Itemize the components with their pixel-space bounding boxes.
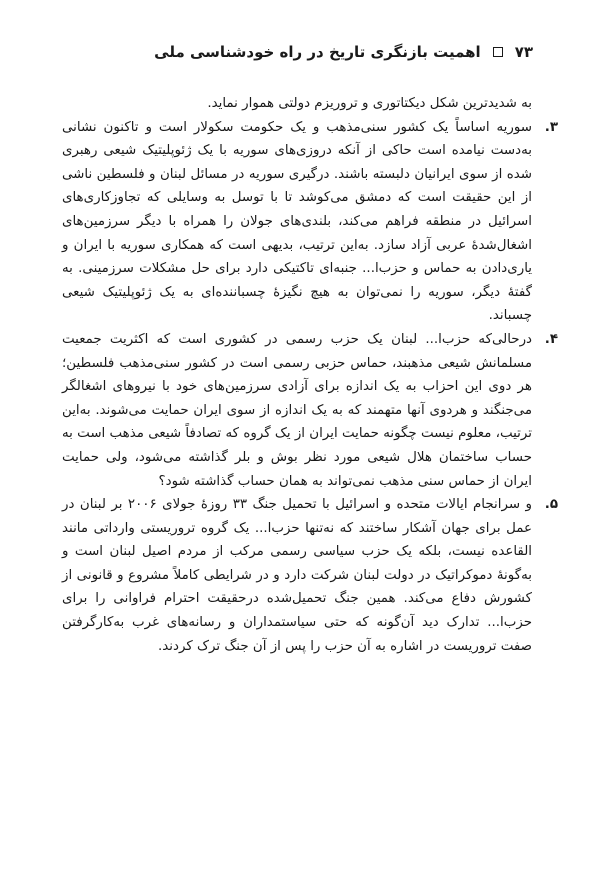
page-number: ۷۳ [514,43,533,61]
running-header [60,40,533,64]
body-text [62,92,558,658]
item-text: درحالی‌که حزب‌ا... لبنان یک حزب رسمی در کشوری است که اکثریت جمعیت مسلمانش شیعی مذهبند، حماس حزبی رسمی است در کشور سنی‌مذهب فلسطین؛ هر دوی این احزاب به یک اندازه برای آزادی سرزمین‌های خود با نیروهای اشغالگر می‌جنگند و هردوی آنها متهمند که به یک اندازه از سوی ایران حمایت می‌شوند. به‌این ترتیب، معلوم نیست چگونه حمایت ایران از یک گروه که تصادفاً شیعی مذهب است به حساب ساختمان هلال شیعی مورد نظر بوش و بلر گذاشته می‌شود، ولی حمایت ایران از حماس سنی مذهب نمی‌تواند به همان حساب گذاشته شود؟ [62,331,532,489]
running-header-title: اهمیت بازنگری تاریخ در راه خودشناسی ملی [154,43,481,61]
continuation-paragraph: به شدیدترین شکل دیکتاتوری و تروریزم دولتی هموار نماید. [207,96,532,111]
numbered-item-4 [62,328,558,493]
item-text: سوریه اساساً یک کشور سنی‌مذهب و یک حکومت سکولار است و تاکنون نشانی به‌دست نیامده است حاکی از آنکه دروزی‌های سوریه با یک ژئوپلیتیک شیعی رهبری شده از سوی ایرانیان دلبسته باشند. درگیری سوریه در مسائل لبنان و فلسطین ناشی از این حقیقت است که دمشق می‌کوشد تا با توسل به وسایلی که تجاوزکاری‌های اسرائیل در منطقه فراهم می‌کند، بلندی‌های جولان را همراه با دیگر سرزمین‌های اشغال‌شدهٔ عربی آزاد سازد. به‌این ترتیب، بدیهی است که همکاری سوریه با ایران و یاری‌دادن به حماس و حزب‌ا... جنبه‌ای تاکتیکی دارد برای حل مشکلات سرزمینی. به گفتهٔ دیگر، سوریه را نمی‌توان به هیچ نگیزهٔ چسباننده‌ای به یک ژئوپلیتیک شیعی چسباند. [62,119,532,324]
item-text: و سرانجام ایالات متحده و اسرائیل با تحمیل جنگ ۳۳ روزهٔ جولای ۲۰۰۶ بر لبنان در عمل برای جهان آشکار ساختند که نه‌تنها حزب‌ا... یک گروه تروریستی وارداتی مانند القاعده نیست، بلکه یک حزب سیاسی رسمی مرکب از مردم اصیل لبنان است و به‌گونهٔ دموکراتیک در دولت لبنان شرکت دارد و در شرایطی کاملاً مشروع و قانونی از کشورش دفاع می‌کند. همین جنگ تحمیل‌شده درحقیقت احترام فراوانی را برای حزب‌ا... تدارک دید آن‌گونه که حتی سیاستمداران و رسانه‌های غرب به‌کارگرفتن صفت تروریست در اشاره به آن حزب را پس از آن جنگ ترک کردند. [62,497,532,654]
square-bullet-icon [493,47,503,57]
numbered-item-5 [62,493,558,658]
item-number: ۳. [544,119,558,135]
item-number: ۴. [544,331,558,347]
numbered-item-3 [62,116,558,328]
item-number: ۵. [544,497,558,513]
